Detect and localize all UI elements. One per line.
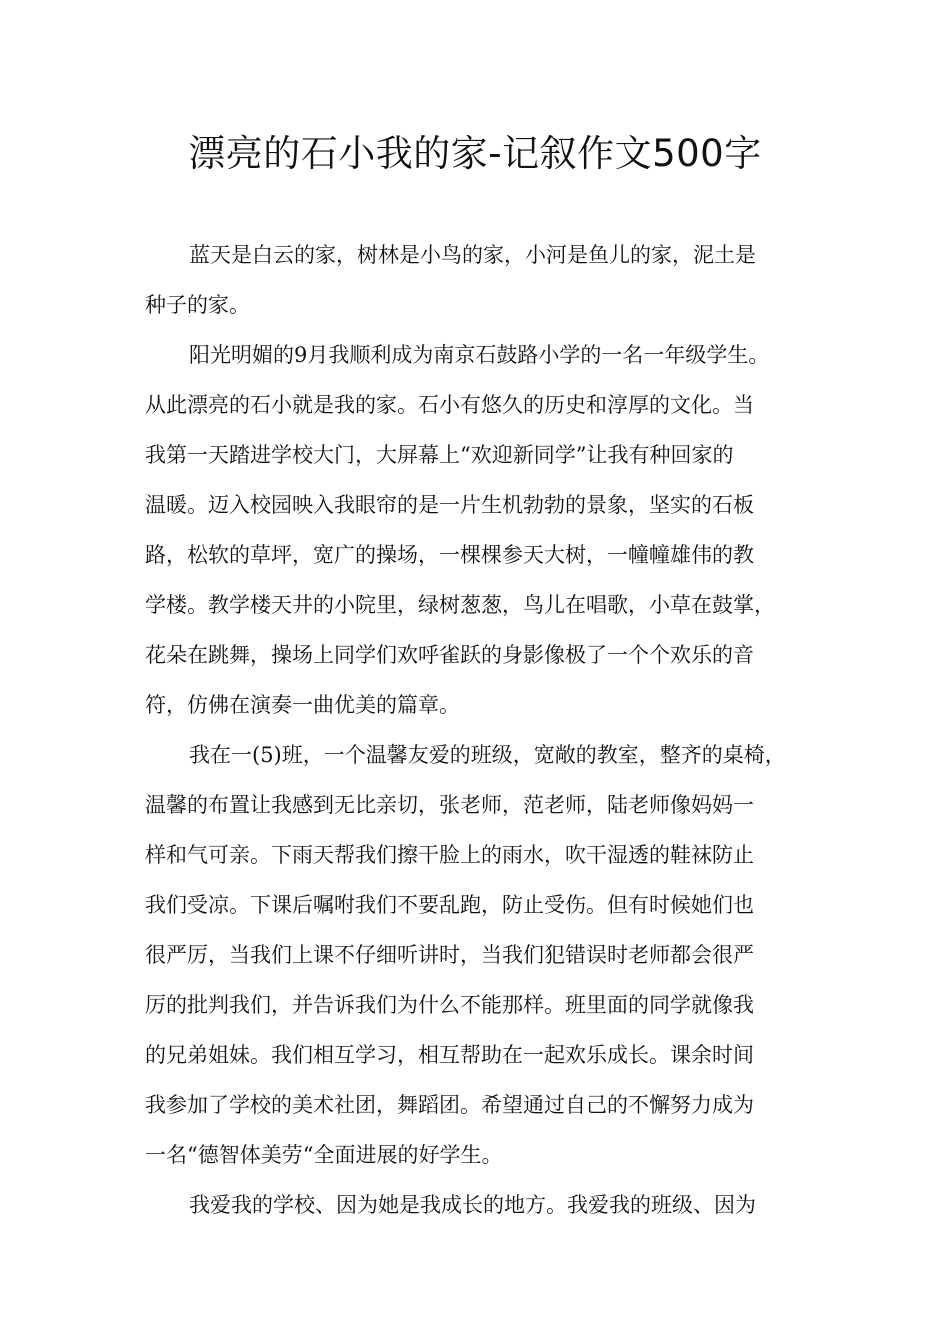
paragraph-1: [145, 230, 825, 330]
text-line: 一名“德智体美劳“全面进展的好学生。: [145, 1143, 503, 1167]
document-body: [145, 230, 825, 1230]
text-line: 学楼。教学楼天井的小院里，绿树葱葱，鸟儿在唱歌，小草在鼓掌，: [145, 593, 775, 617]
text-line: 阳光明媚的9月我顺利成为南京石鼓路小学的一名一年级学生。: [189, 343, 770, 367]
text-line: 种子的家。: [145, 293, 250, 317]
text-line: 我在一(5)班，一个温馨友爱的班级，宽敞的教室，整齐的桌椅，: [189, 743, 786, 767]
document-title: 漂亮的石小我的家-记叙作文500字: [188, 132, 762, 175]
text-line: 样和气可亲。下雨天帮我们擦干脸上的雨水，吹干湿透的鞋袜防止: [145, 843, 754, 867]
text-line: 我第一天踏进学校大门，大屏幕上“欢迎新同学”让我有种回家的: [145, 443, 734, 467]
text-line: 我们受凉。下课后嘱咐我们不要乱跑，防止受伤。但有时候她们也: [145, 893, 754, 917]
text-line: 蓝天是白云的家，树林是小鸟的家，小河是鱼儿的家，泥土是: [189, 243, 756, 267]
text-line: 温馨的布置让我感到无比亲切，张老师，范老师，陆老师像妈妈一: [145, 793, 754, 817]
text-line: 我参加了学校的美术社团，舞蹈团。希望通过自己的不懈努力成为: [145, 1093, 754, 1117]
paragraph-2: [145, 330, 825, 730]
text-line: 路，松软的草坪，宽广的操场，一棵棵参天大树，一幢幢雄伟的教: [145, 543, 754, 567]
text-line: 我爱我的学校、因为她是我成长的地方。我爱我的班级、因为: [189, 1193, 756, 1217]
text-line: 的兄弟姐妹。我们相互学习，相互帮助在一起欢乐成长。课余时间: [145, 1043, 754, 1067]
text-line: 厉的批判我们，并告诉我们为什么不能那样。班里面的同学就像我: [145, 993, 754, 1017]
text-line: 从此漂亮的石小就是我的家。石小有悠久的历史和淳厚的文化。当: [145, 393, 754, 417]
text-line: 温暖。迈入校园映入我眼帘的是一片生机勃勃的景象，坚实的石板: [145, 493, 754, 517]
text-line: 很严厉，当我们上课不仔细听讲时，当我们犯错误时老师都会很严: [145, 943, 754, 967]
paragraph-3: [145, 730, 825, 1180]
text-line: 花朵在跳舞，操场上同学们欢呼雀跃的身影像极了一个个欢乐的音: [145, 643, 754, 667]
text-line: 符，仿佛在演奏一曲优美的篇章。: [145, 693, 460, 717]
paragraph-4: [145, 1180, 825, 1230]
